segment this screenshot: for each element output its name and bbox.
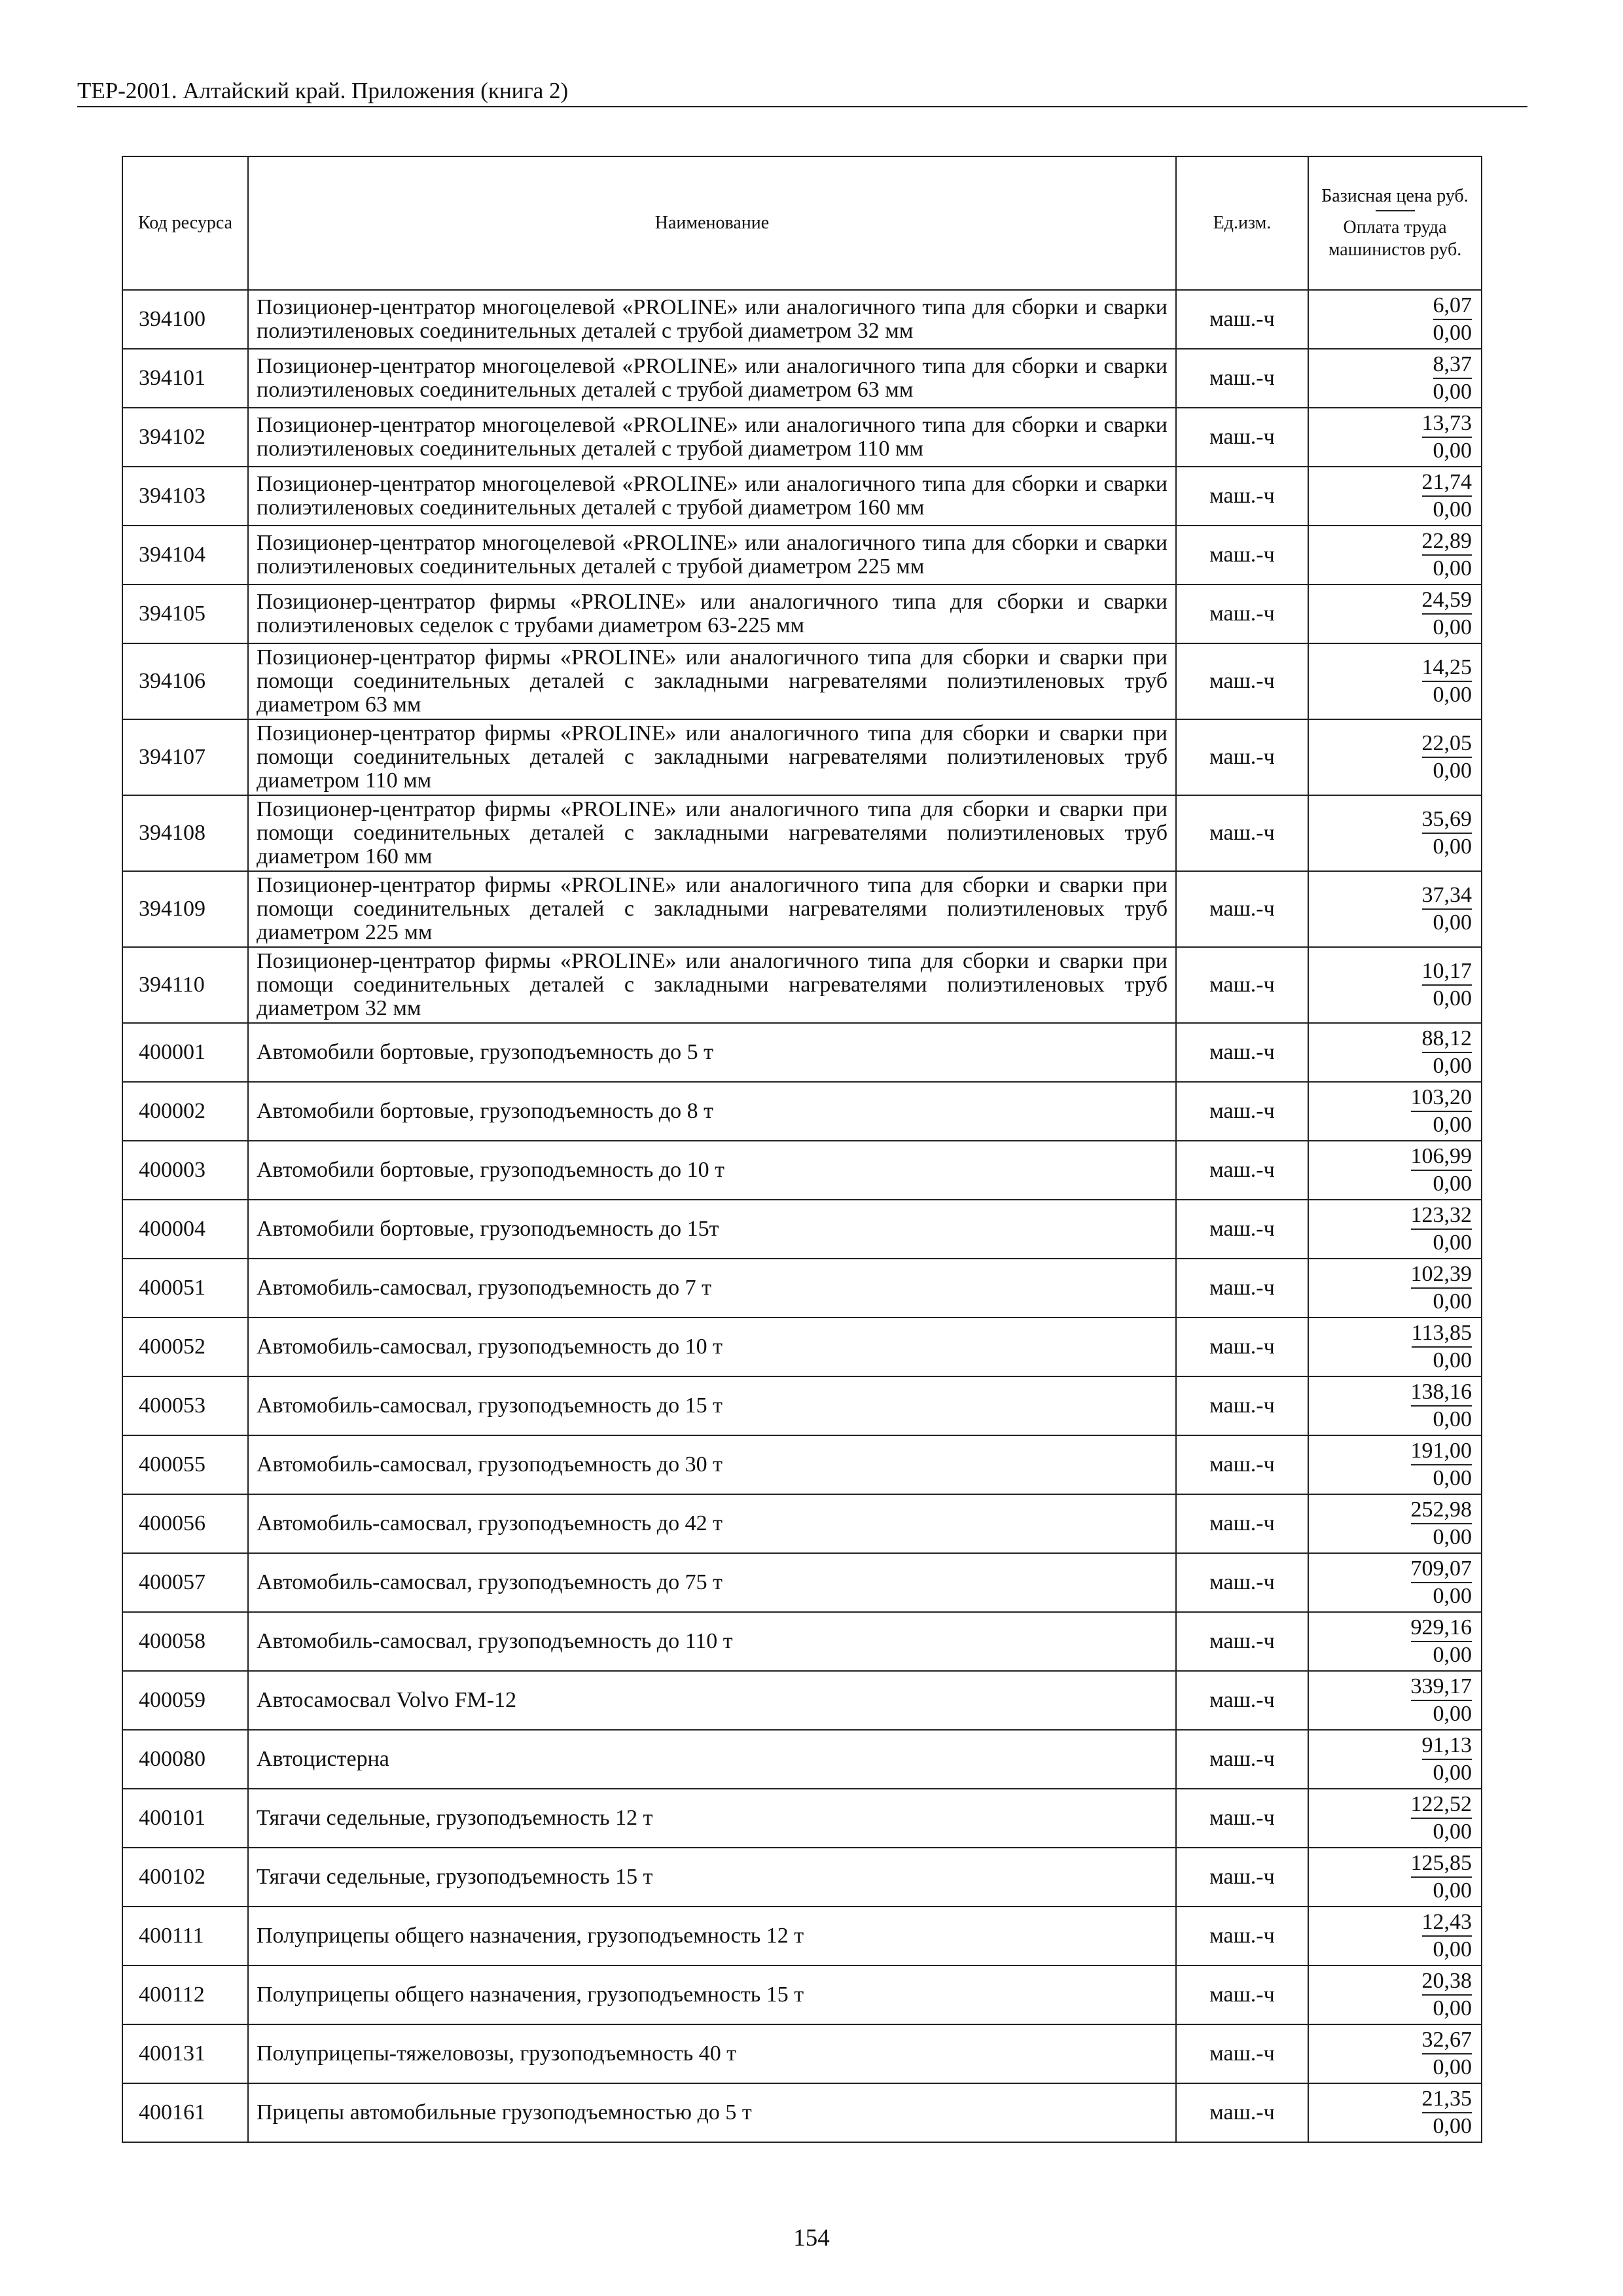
table-row	[122, 1435, 1482, 1494]
resource-name: Тягачи седельные, грузоподъемность 12 т	[248, 1789, 1176, 1848]
resource-code: 400161	[122, 2083, 248, 2142]
resource-name: Автомобиль-самосвал, грузоподъемность до 15 т	[248, 1376, 1176, 1435]
unit-of-measure: маш.-ч	[1176, 349, 1308, 408]
page-number: 154	[793, 2225, 830, 2251]
table-row	[122, 408, 1482, 467]
price-cell	[1308, 349, 1482, 408]
resource-name: Автомобили бортовые, грузоподъемность до 8 т	[248, 1082, 1176, 1141]
table-row	[122, 1907, 1482, 1965]
operator-labor-cost: 0,00	[1433, 1407, 1472, 1431]
unit-of-measure: маш.-ч	[1176, 408, 1308, 467]
price-fraction	[1422, 2027, 1472, 2081]
operator-labor-cost: 0,00	[1433, 1761, 1472, 1785]
base-price: 123,32	[1411, 1202, 1472, 1230]
table-row	[122, 1671, 1482, 1730]
resource-code: 400003	[122, 1141, 248, 1200]
unit-of-measure: маш.-ч	[1176, 1553, 1308, 1612]
page-header-title: ТЕР-2001. Алтайский край. Приложения (книга 2)	[77, 78, 569, 103]
resource-code: 400055	[122, 1435, 248, 1494]
resource-name: Полуприцепы общего назначения, грузоподъемность 15 т	[248, 1965, 1176, 2024]
resource-name: Автомобили бортовые, грузоподъемность до 15т	[248, 1200, 1176, 1259]
unit-of-measure: маш.-ч	[1176, 1023, 1308, 1082]
resource-code: 400131	[122, 2024, 248, 2083]
price-fraction	[1411, 1379, 1472, 1433]
table-row	[122, 1965, 1482, 2024]
price-fraction	[1422, 1968, 1472, 2022]
base-price: 113,85	[1412, 1320, 1472, 1348]
header-fraction-line	[1376, 210, 1415, 211]
unit-of-measure: маш.-ч	[1176, 526, 1308, 584]
price-fraction	[1411, 1085, 1472, 1138]
resource-name: Прицепы автомобильные грузоподъемностью до 5 т	[248, 2083, 1176, 2142]
column-header-name: Наименование	[248, 156, 1176, 290]
resource-name: Автомобили бортовые, грузоподъемность до 10 т	[248, 1141, 1176, 1200]
unit-of-measure: маш.-ч	[1176, 1494, 1308, 1553]
resource-name: Позиционер-центратор фирмы «PROLINE» или аналогичного типа для сборки и сварки при помощи соединительных деталей с закладными нагревателями полиэтиленовых труб диаметром 32 мм	[248, 947, 1176, 1023]
resource-code: 394100	[122, 290, 248, 349]
resource-name: Автомобиль-самосвал, грузоподъемность до 110 т	[248, 1612, 1176, 1671]
unit-of-measure: маш.-ч	[1176, 1612, 1308, 1671]
resource-code: 394106	[122, 643, 248, 719]
resource-code: 400059	[122, 1671, 248, 1730]
unit-of-measure: маш.-ч	[1176, 947, 1308, 1023]
operator-labor-cost: 0,00	[1433, 556, 1472, 581]
table-row	[122, 1318, 1482, 1376]
table-body	[122, 290, 1482, 2142]
price-cell	[1308, 1730, 1482, 1789]
price-cell	[1308, 719, 1482, 795]
operator-labor-cost: 0,00	[1433, 439, 1472, 463]
resource-name: Позиционер-центратор фирмы «PROLINE» или аналогичного типа для сборки и сварки при помощи соединительных деталей с закладными нагревателями полиэтиленовых труб диаметром 160 мм	[248, 795, 1176, 871]
unit-of-measure: маш.-ч	[1176, 584, 1308, 643]
base-price: 709,07	[1411, 1556, 1472, 1583]
price-cell	[1308, 1553, 1482, 1612]
price-fraction	[1411, 1850, 1472, 1904]
price-fraction	[1411, 1556, 1472, 1609]
table-row	[122, 947, 1482, 1023]
price-cell	[1308, 1789, 1482, 1848]
base-price: 20,38	[1422, 1968, 1472, 1996]
operator-labor-cost: 0,00	[1433, 1172, 1472, 1196]
resource-name: Позиционер-центратор многоцелевой «PROLINE» или аналогичного типа для сборки и сварки полиэтиленовых соединительных деталей с трубой диаметром 160 мм	[248, 467, 1176, 526]
table-row	[122, 1730, 1482, 1789]
price-cell	[1308, 2024, 1482, 2083]
price-cell	[1308, 1965, 1482, 2024]
price-cell	[1308, 526, 1482, 584]
column-header-price-base: Базисная цена руб.	[1321, 186, 1469, 206]
price-fraction	[1411, 1674, 1472, 1727]
base-price: 12,43	[1422, 1909, 1472, 1937]
operator-labor-cost: 0,00	[1433, 2114, 1472, 2138]
resource-name: Тягачи седельные, грузоподъемность 15 т	[248, 1848, 1176, 1907]
operator-labor-cost: 0,00	[1433, 1702, 1472, 1726]
price-cell	[1308, 584, 1482, 643]
unit-of-measure: маш.-ч	[1176, 467, 1308, 526]
table-row	[122, 349, 1482, 408]
table-row	[122, 1553, 1482, 1612]
unit-of-measure: маш.-ч	[1176, 1259, 1308, 1318]
price-fraction	[1411, 1791, 1472, 1845]
resource-code: 400058	[122, 1612, 248, 1671]
table-row	[122, 795, 1482, 871]
resource-name: Автомобиль-самосвал, грузоподъемность до 30 т	[248, 1435, 1176, 1494]
base-price: 88,12	[1422, 1026, 1472, 1053]
operator-labor-cost: 0,00	[1433, 2055, 1472, 2079]
table-row	[122, 1259, 1482, 1318]
price-fraction	[1422, 2086, 1472, 2140]
price-cell	[1308, 1494, 1482, 1553]
price-cell	[1308, 1671, 1482, 1730]
price-cell	[1308, 1848, 1482, 1907]
header-divider	[77, 106, 1527, 107]
base-price: 21,74	[1422, 469, 1472, 497]
unit-of-measure: маш.-ч	[1176, 1376, 1308, 1435]
unit-of-measure: маш.-ч	[1176, 719, 1308, 795]
resource-name: Автомобиль-самосвал, грузоподъемность до 75 т	[248, 1553, 1176, 1612]
operator-labor-cost: 0,00	[1433, 683, 1472, 707]
unit-of-measure: маш.-ч	[1176, 290, 1308, 349]
unit-of-measure: маш.-ч	[1176, 1435, 1308, 1494]
operator-labor-cost: 0,00	[1433, 1878, 1472, 1903]
resource-code: 394101	[122, 349, 248, 408]
price-fraction	[1411, 1202, 1472, 1256]
resource-name: Позиционер-центратор фирмы «PROLINE» или аналогичного типа для сборки и сварки при помощи соединительных деталей с закладными нагревателями полиэтиленовых труб диаметром 63 мм	[248, 643, 1176, 719]
unit-of-measure: маш.-ч	[1176, 1200, 1308, 1259]
price-cell	[1308, 408, 1482, 467]
price-cell	[1308, 1612, 1482, 1671]
table-row	[122, 1200, 1482, 1259]
operator-labor-cost: 0,00	[1433, 1230, 1472, 1255]
table-row	[122, 467, 1482, 526]
resource-code: 400053	[122, 1376, 248, 1435]
operator-labor-cost: 0,00	[1433, 615, 1472, 639]
resource-name: Полуприцепы-тяжеловозы, грузоподъемность 40 т	[248, 2024, 1176, 2083]
resource-name: Позиционер-центратор фирмы «PROLINE» или аналогичного типа для сборки и сварки полиэтиленовых седелок с трубами диаметром 63-225 мм	[248, 584, 1176, 643]
operator-labor-cost: 0,00	[1433, 1820, 1472, 1844]
base-price: 125,85	[1411, 1850, 1472, 1878]
column-header-price-labor: Оплата труда машинистов руб.	[1328, 217, 1462, 260]
price-fraction	[1422, 1732, 1472, 1786]
base-price: 8,37	[1433, 351, 1472, 379]
unit-of-measure: маш.-ч	[1176, 1141, 1308, 1200]
base-price: 22,05	[1422, 730, 1472, 758]
unit-of-measure: маш.-ч	[1176, 1082, 1308, 1141]
table-row	[122, 719, 1482, 795]
resource-name: Автомобиль-самосвал, грузоподъемность до 42 т	[248, 1494, 1176, 1553]
table-row	[122, 1141, 1482, 1200]
column-header-unit: Ед.изм.	[1176, 156, 1308, 290]
operator-labor-cost: 0,00	[1433, 380, 1472, 404]
base-price: 339,17	[1411, 1674, 1472, 1701]
operator-labor-cost: 0,00	[1433, 910, 1472, 935]
price-fraction	[1422, 410, 1472, 464]
base-price: 14,25	[1422, 655, 1472, 682]
price-fraction	[1411, 1143, 1472, 1197]
operator-labor-cost: 0,00	[1433, 1113, 1472, 1137]
base-price: 21,35	[1422, 2086, 1472, 2113]
price-fraction	[1422, 882, 1472, 936]
operator-labor-cost: 0,00	[1433, 1466, 1472, 1490]
price-cell	[1308, 467, 1482, 526]
resource-code: 394104	[122, 526, 248, 584]
resource-code: 400080	[122, 1730, 248, 1789]
operator-labor-cost: 0,00	[1433, 1348, 1472, 1372]
resource-code: 400051	[122, 1259, 248, 1318]
operator-labor-cost: 0,00	[1433, 1643, 1472, 1667]
price-cell	[1308, 1200, 1482, 1259]
price-fraction	[1422, 806, 1472, 860]
resource-code: 394102	[122, 408, 248, 467]
table-row	[122, 526, 1482, 584]
price-cell	[1308, 871, 1482, 947]
base-price: 138,16	[1411, 1379, 1472, 1407]
price-cell	[1308, 947, 1482, 1023]
unit-of-measure: маш.-ч	[1176, 2083, 1308, 2142]
price-fraction	[1422, 469, 1472, 523]
table-row	[122, 1023, 1482, 1082]
operator-labor-cost: 0,00	[1433, 759, 1472, 783]
resource-code: 394110	[122, 947, 248, 1023]
resource-code: 400101	[122, 1789, 248, 1848]
resource-code: 394109	[122, 871, 248, 947]
unit-of-measure: маш.-ч	[1176, 1848, 1308, 1907]
resource-name: Позиционер-центратор многоцелевой «PROLINE» или аналогичного типа для сборки и сварки полиэтиленовых соединительных деталей с трубой диаметром 225 мм	[248, 526, 1176, 584]
base-price: 102,39	[1411, 1261, 1472, 1289]
table-row	[122, 1494, 1482, 1553]
resource-name: Позиционер-центратор многоцелевой «PROLINE» или аналогичного типа для сборки и сварки полиэтиленовых соединительных деталей с трубой диаметром 110 мм	[248, 408, 1176, 467]
base-price: 103,20	[1411, 1085, 1472, 1112]
table-row	[122, 1612, 1482, 1671]
price-fraction	[1411, 1261, 1472, 1315]
price-fraction	[1411, 1438, 1472, 1492]
resource-name: Позиционер-центратор фирмы «PROLINE» или аналогичного типа для сборки и сварки при помощи соединительных деталей с закладными нагревателями полиэтиленовых труб диаметром 225 мм	[248, 871, 1176, 947]
price-fraction	[1412, 1320, 1472, 1374]
resource-code: 400057	[122, 1553, 248, 1612]
base-price: 24,59	[1422, 587, 1472, 615]
price-fraction	[1422, 587, 1472, 641]
operator-labor-cost: 0,00	[1433, 321, 1472, 345]
resource-name: Автомобиль-самосвал, грузоподъемность до 10 т	[248, 1318, 1176, 1376]
table-row	[122, 1082, 1482, 1141]
price-cell	[1308, 1318, 1482, 1376]
price-cell	[1308, 795, 1482, 871]
base-price: 22,89	[1422, 528, 1472, 556]
price-fraction	[1422, 958, 1472, 1012]
base-price: 929,16	[1411, 1615, 1472, 1642]
base-price: 191,00	[1411, 1438, 1472, 1465]
resource-price-table	[122, 156, 1482, 2143]
base-price: 32,67	[1422, 2027, 1472, 2054]
unit-of-measure: маш.-ч	[1176, 871, 1308, 947]
price-cell	[1308, 1082, 1482, 1141]
table-row	[122, 1376, 1482, 1435]
resource-code: 400111	[122, 1907, 248, 1965]
base-price: 252,98	[1411, 1497, 1472, 1524]
table-row	[122, 2083, 1482, 2142]
unit-of-measure: маш.-ч	[1176, 1907, 1308, 1965]
resource-code: 394108	[122, 795, 248, 871]
resource-name: Автоцистерна	[248, 1730, 1176, 1789]
table-row	[122, 643, 1482, 719]
resource-name: Позиционер-центратор многоцелевой «PROLINE» или аналогичного типа для сборки и сварки полиэтиленовых соединительных деталей с трубой диаметром 32 мм	[248, 290, 1176, 349]
column-header-code: Код ресурса	[122, 156, 248, 290]
price-cell	[1308, 1376, 1482, 1435]
price-fraction	[1422, 730, 1472, 784]
price-fraction	[1433, 351, 1472, 405]
unit-of-measure: маш.-ч	[1176, 2024, 1308, 2083]
price-fraction	[1422, 1909, 1472, 1963]
operator-labor-cost: 0,00	[1433, 1525, 1472, 1549]
table-row	[122, 1848, 1482, 1907]
resource-name: Полуприцепы общего назначения, грузоподъемность 12 т	[248, 1907, 1176, 1965]
unit-of-measure: маш.-ч	[1176, 643, 1308, 719]
table-row	[122, 1789, 1482, 1848]
operator-labor-cost: 0,00	[1433, 497, 1472, 522]
resource-code: 400112	[122, 1965, 248, 2024]
base-price: 13,73	[1422, 410, 1472, 438]
price-cell	[1308, 1435, 1482, 1494]
operator-labor-cost: 0,00	[1433, 1584, 1472, 1608]
unit-of-measure: маш.-ч	[1176, 1965, 1308, 2024]
resource-code: 394105	[122, 584, 248, 643]
unit-of-measure: маш.-ч	[1176, 1730, 1308, 1789]
table-row	[122, 2024, 1482, 2083]
base-price: 91,13	[1422, 1732, 1472, 1760]
resource-code: 400001	[122, 1023, 248, 1082]
table-header-row	[122, 156, 1482, 290]
resource-code: 394107	[122, 719, 248, 795]
column-header-price	[1308, 156, 1482, 290]
resource-code: 400004	[122, 1200, 248, 1259]
price-fraction	[1433, 293, 1472, 346]
resource-code: 400102	[122, 1848, 248, 1907]
resource-code: 400056	[122, 1494, 248, 1553]
table-row	[122, 584, 1482, 643]
unit-of-measure: маш.-ч	[1176, 1318, 1308, 1376]
base-price: 35,69	[1422, 806, 1472, 834]
base-price: 6,07	[1433, 293, 1472, 320]
price-fraction	[1422, 528, 1472, 582]
price-fraction	[1411, 1497, 1472, 1551]
price-cell	[1308, 1259, 1482, 1318]
price-cell	[1308, 1907, 1482, 1965]
resource-name: Автомобили бортовые, грузоподъемность до 5 т	[248, 1023, 1176, 1082]
operator-labor-cost: 0,00	[1433, 834, 1472, 859]
resource-code: 394103	[122, 467, 248, 526]
table-row	[122, 290, 1482, 349]
base-price: 37,34	[1422, 882, 1472, 910]
price-cell	[1308, 2083, 1482, 2142]
resource-name: Автомобиль-самосвал, грузоподъемность до 7 т	[248, 1259, 1176, 1318]
resource-name: Позиционер-центратор фирмы «PROLINE» или аналогичного типа для сборки и сварки при помощи соединительных деталей с закладными нагревателями полиэтиленовых труб диаметром 110 мм	[248, 719, 1176, 795]
table-row	[122, 871, 1482, 947]
base-price: 122,52	[1411, 1791, 1472, 1819]
price-cell	[1308, 1023, 1482, 1082]
resource-name: Автосамосвал Volvo FM-12	[248, 1671, 1176, 1730]
operator-labor-cost: 0,00	[1433, 1289, 1472, 1314]
operator-labor-cost: 0,00	[1433, 1054, 1472, 1078]
unit-of-measure: маш.-ч	[1176, 1789, 1308, 1848]
base-price: 10,17	[1422, 958, 1472, 986]
unit-of-measure: маш.-ч	[1176, 795, 1308, 871]
price-cell	[1308, 1141, 1482, 1200]
price-cell	[1308, 643, 1482, 719]
price-fraction	[1422, 1026, 1472, 1079]
price-fraction	[1422, 655, 1472, 708]
price-fraction	[1411, 1615, 1472, 1668]
resource-code: 400052	[122, 1318, 248, 1376]
price-cell	[1308, 290, 1482, 349]
operator-labor-cost: 0,00	[1433, 986, 1472, 1011]
resource-code: 400002	[122, 1082, 248, 1141]
unit-of-measure: маш.-ч	[1176, 1671, 1308, 1730]
operator-labor-cost: 0,00	[1433, 1996, 1472, 2020]
base-price: 106,99	[1411, 1143, 1472, 1171]
operator-labor-cost: 0,00	[1433, 1937, 1472, 1962]
resource-name: Позиционер-центратор многоцелевой «PROLINE» или аналогичного типа для сборки и сварки полиэтиленовых соединительных деталей с трубой диаметром 63 мм	[248, 349, 1176, 408]
